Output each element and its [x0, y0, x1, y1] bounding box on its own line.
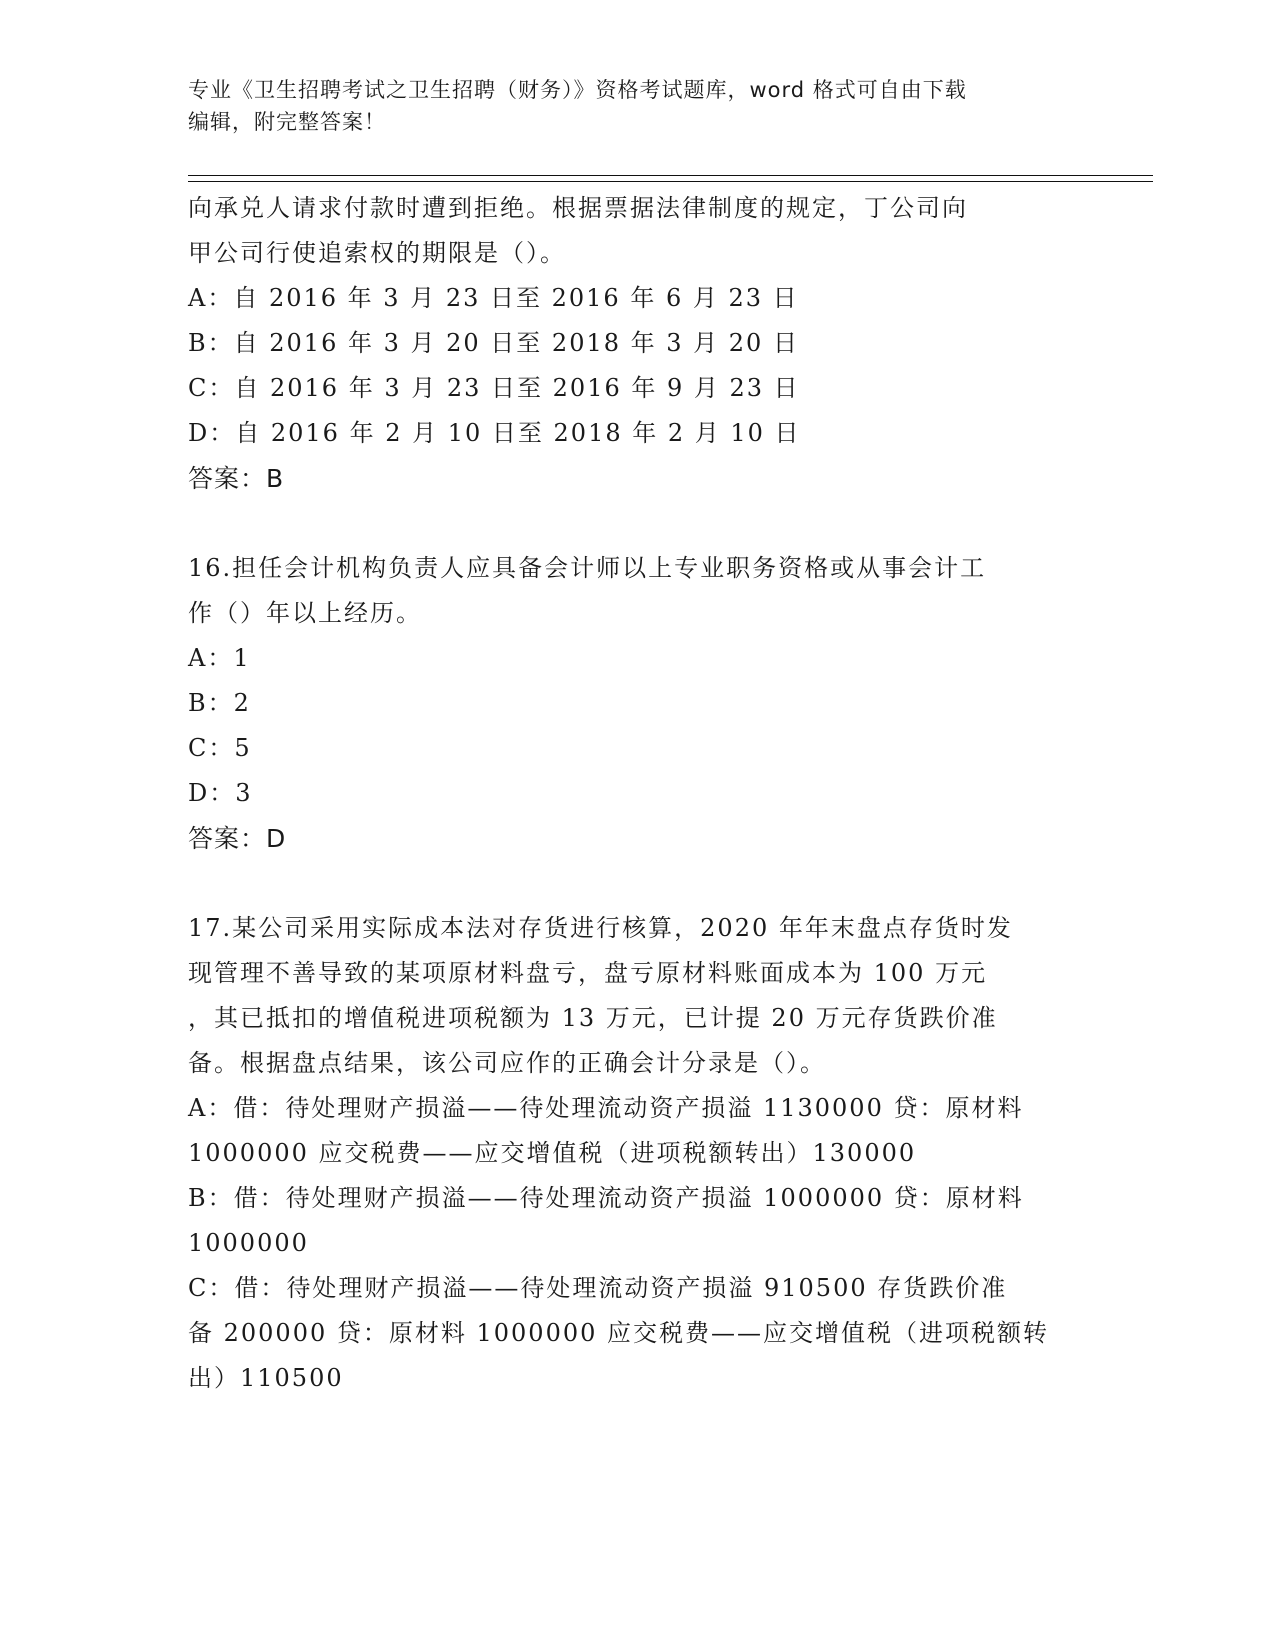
question-text: 现管理不善导致的某项原材料盘亏，盘亏原材料账面成本为 100 万元: [188, 959, 988, 987]
header-line: 编辑，附完整答案！: [188, 110, 386, 134]
option-a: A：1: [188, 644, 251, 672]
option-c: C：自 2016 年 3 月 23 日至 2016 年 9 月 23 日: [188, 374, 800, 402]
option-c: C：借：待处理财产损溢——待处理流动资产损溢 910500 存货跌价准: [188, 1274, 1008, 1302]
option-a-continued: 1000000 应交税费——应交增值税（进项税额转出）130000: [188, 1139, 917, 1167]
option-b: B：借：待处理财产损溢——待处理流动资产损溢 1000000 贷：原材料: [188, 1184, 1024, 1212]
question-15: [188, 186, 1088, 501]
question-text: 16.担任会计机构负责人应具备会计师以上专业职务资格或从事会计工: [188, 554, 987, 582]
option-d: D：3: [188, 779, 253, 807]
option-a: A：自 2016 年 3 月 23 日至 2016 年 6 月 23 日: [188, 284, 799, 312]
question-text: ，其已抵扣的增值税进项税额为 13 万元，已计提 20 万元存货跌价准: [188, 1004, 998, 1032]
option-a: A：借：待处理财产损溢——待处理流动资产损溢 1130000 贷：原材料: [188, 1094, 1024, 1122]
spacer: [188, 501, 1088, 546]
answer-line: 答案：D: [188, 824, 287, 853]
answer-line: 答案：B: [188, 464, 285, 493]
question-text: 甲公司行使追索权的期限是（）。: [188, 239, 566, 267]
option-c: C：5: [188, 734, 252, 762]
question-text: 备。根据盘点结果，该公司应作的正确会计分录是（）。: [188, 1049, 826, 1077]
option-c-continued: 出）110500: [188, 1364, 344, 1392]
option-b: B：2: [188, 689, 251, 717]
document-header: [188, 74, 1088, 138]
header-line: 专业《卫生招聘考试之卫生招聘（财务）》资格考试题库，word 格式可自由下载: [188, 78, 967, 102]
question-16: [188, 546, 1088, 861]
option-b-continued: 1000000: [188, 1229, 309, 1257]
question-text: 向承兑人请求付款时遭到拒绝。根据票据法律制度的规定，丁公司向: [188, 194, 968, 222]
header-divider: [188, 181, 1153, 182]
question-text: 17.某公司采用实际成本法对存货进行核算，2020 年年末盘点存货时发: [188, 914, 1013, 942]
option-b: B：自 2016 年 3 月 20 日至 2018 年 3 月 20 日: [188, 329, 799, 357]
option-c-continued: 备 200000 贷：原材料 1000000 应交税费——应交增值税（进项税额转: [188, 1319, 1050, 1347]
question-text: 作（）年以上经历。: [188, 599, 422, 627]
question-17: [188, 906, 1088, 1401]
option-d: D：自 2016 年 2 月 10 日至 2018 年 2 月 10 日: [188, 419, 801, 447]
spacer: [188, 861, 1088, 906]
question-list: [188, 186, 1088, 1401]
header-divider: [188, 175, 1153, 176]
